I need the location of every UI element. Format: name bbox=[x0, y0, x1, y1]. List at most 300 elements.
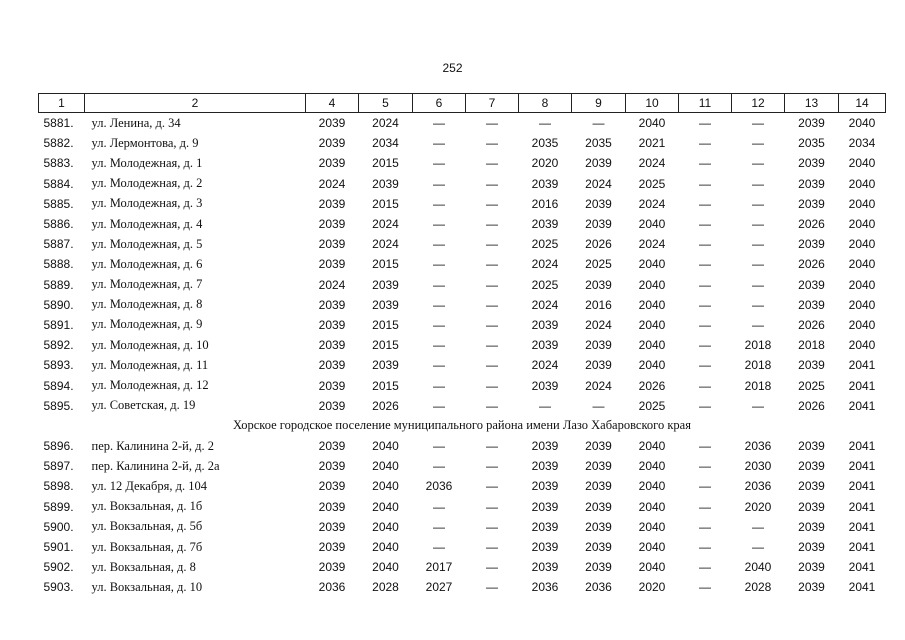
year-cell-col-5: 2040 bbox=[372, 519, 399, 534]
table-row bbox=[39, 275, 886, 295]
year-cell-col-10: 2040 bbox=[638, 338, 666, 353]
year-cell-col-10: 2040 bbox=[638, 459, 666, 474]
year-cell-col-7: — bbox=[486, 317, 498, 332]
year-cell-col-7: — bbox=[486, 560, 498, 575]
year-cell-col-9: 2039 bbox=[585, 519, 612, 534]
year-cell-col-14: 2040 bbox=[848, 116, 876, 131]
year-cell-col-6: — bbox=[433, 439, 445, 454]
year-cell-col-12: 2018 bbox=[744, 358, 772, 373]
year-cell-col-8: 2039 bbox=[531, 459, 559, 474]
year-cell-col-12: 2020 bbox=[744, 499, 772, 514]
year-cell-col-5: 2024 bbox=[372, 237, 399, 252]
year-cell-col-6: — bbox=[433, 196, 445, 211]
column-header-12: 12 bbox=[732, 94, 785, 113]
year-cell-col-14: 2041 bbox=[848, 499, 876, 514]
year-cell-col-12: 2040 bbox=[744, 560, 772, 575]
year-cell-col-13: 2039 bbox=[798, 277, 825, 292]
year-cell-col-4: 2039 bbox=[318, 217, 346, 232]
year-cell-col-11: — bbox=[699, 237, 711, 252]
year-cell-col-9: 2039 bbox=[585, 196, 612, 211]
year-cell-col-8: — bbox=[539, 116, 551, 131]
table-row bbox=[39, 557, 886, 577]
year-cell-col-12: — bbox=[752, 156, 764, 171]
row-number: 5884. bbox=[43, 176, 74, 191]
year-cell-col-6: — bbox=[433, 116, 445, 131]
row-number: 5891. bbox=[43, 317, 74, 332]
year-cell-col-9: 2036 bbox=[585, 580, 612, 595]
table-row bbox=[39, 436, 886, 456]
year-cell-col-8: 2039 bbox=[531, 540, 559, 555]
year-cell-col-7: — bbox=[486, 358, 498, 373]
year-cell-col-12: — bbox=[752, 398, 764, 413]
year-cell-col-12: — bbox=[752, 176, 764, 191]
table-row bbox=[39, 456, 886, 476]
address-cell: ул. Молодежная, д. 5 bbox=[91, 236, 203, 251]
year-cell-col-5: 2026 bbox=[372, 398, 399, 413]
section-row bbox=[39, 416, 886, 436]
year-cell-col-4: 2039 bbox=[318, 156, 346, 171]
year-cell-col-7: — bbox=[486, 439, 498, 454]
year-cell-col-7: — bbox=[486, 519, 498, 534]
year-cell-col-14: 2041 bbox=[848, 540, 876, 555]
year-cell-col-14: 2041 bbox=[848, 398, 876, 413]
table-row bbox=[39, 295, 886, 315]
year-cell-col-9: 2039 bbox=[585, 338, 612, 353]
year-cell-col-12: — bbox=[752, 297, 764, 312]
year-cell-col-14: 2040 bbox=[848, 196, 876, 211]
year-cell-col-4: 2039 bbox=[318, 378, 346, 393]
year-cell-col-8: 2039 bbox=[531, 479, 559, 494]
year-cell-col-11: — bbox=[699, 580, 711, 595]
year-cell-col-9: 2024 bbox=[585, 176, 612, 191]
address-cell: ул. Молодежная, д. 6 bbox=[91, 256, 203, 271]
year-cell-col-6: — bbox=[433, 378, 445, 393]
year-cell-col-12: 2036 bbox=[744, 439, 772, 454]
address-cell: ул. Молодежная, д. 10 bbox=[91, 337, 209, 352]
year-cell-col-8: 2024 bbox=[531, 297, 559, 312]
year-cell-col-6: — bbox=[433, 499, 445, 514]
row-number: 5890. bbox=[43, 297, 74, 312]
year-cell-col-4: 2024 bbox=[318, 277, 346, 292]
column-header-11: 11 bbox=[679, 94, 732, 113]
year-cell-col-4: 2039 bbox=[318, 560, 346, 575]
year-cell-col-9: 2039 bbox=[585, 459, 612, 474]
address-cell: ул. Лермонтова, д. 9 bbox=[91, 135, 199, 150]
year-cell-col-11: — bbox=[699, 479, 711, 494]
year-cell-col-12: — bbox=[752, 116, 764, 131]
year-cell-col-5: 2015 bbox=[372, 378, 399, 393]
year-cell-col-7: — bbox=[486, 156, 498, 171]
column-header-13: 13 bbox=[785, 94, 839, 113]
year-cell-col-10: 2024 bbox=[638, 156, 666, 171]
year-cell-col-10: 2021 bbox=[638, 136, 666, 151]
year-cell-col-10: 2040 bbox=[638, 317, 666, 332]
year-cell-col-7: — bbox=[486, 116, 498, 131]
row-number: 5894. bbox=[43, 378, 74, 393]
year-cell-col-12: — bbox=[752, 136, 764, 151]
year-cell-col-12: — bbox=[752, 217, 764, 232]
year-cell-col-5: 2015 bbox=[372, 156, 399, 171]
year-cell-col-11: — bbox=[699, 519, 711, 534]
year-cell-col-11: — bbox=[699, 116, 711, 131]
year-cell-col-12: — bbox=[752, 196, 764, 211]
row-number: 5887. bbox=[43, 237, 74, 252]
year-cell-col-4: 2039 bbox=[318, 499, 346, 514]
year-cell-col-11: — bbox=[699, 217, 711, 232]
year-cell-col-9: 2039 bbox=[585, 358, 612, 373]
table-row bbox=[39, 476, 886, 496]
year-cell-col-12: 2018 bbox=[744, 338, 772, 353]
column-header-8: 8 bbox=[519, 94, 572, 113]
row-number: 5885. bbox=[43, 196, 74, 211]
year-cell-col-9: 2039 bbox=[585, 439, 612, 454]
year-cell-col-10: 2040 bbox=[638, 519, 666, 534]
year-cell-col-12: — bbox=[752, 519, 764, 534]
year-cell-col-4: 2039 bbox=[318, 116, 346, 131]
year-cell-col-13: 2035 bbox=[798, 136, 825, 151]
year-cell-col-9: 2039 bbox=[585, 499, 612, 514]
year-cell-col-10: 2040 bbox=[638, 499, 666, 514]
year-cell-col-8: 2039 bbox=[531, 338, 559, 353]
year-cell-col-7: — bbox=[486, 378, 498, 393]
year-cell-col-14: 2034 bbox=[848, 136, 876, 151]
address-cell: ул. Советская, д. 19 bbox=[91, 398, 196, 413]
year-cell-col-5: 2040 bbox=[372, 459, 399, 474]
year-cell-col-4: 2039 bbox=[318, 439, 346, 454]
table-row bbox=[39, 375, 886, 395]
year-cell-col-7: — bbox=[486, 277, 498, 292]
year-cell-col-6: — bbox=[433, 156, 445, 171]
table-header bbox=[39, 94, 886, 113]
year-cell-col-6: — bbox=[433, 237, 445, 252]
year-cell-col-5: 2015 bbox=[372, 257, 399, 272]
year-cell-col-13: 2025 bbox=[798, 378, 825, 393]
table-row bbox=[39, 517, 886, 537]
year-cell-col-14: 2040 bbox=[848, 297, 876, 312]
year-cell-col-14: 2041 bbox=[848, 439, 876, 454]
row-number: 5881. bbox=[43, 116, 74, 131]
year-cell-col-8: 2025 bbox=[531, 277, 559, 292]
row-number: 5900. bbox=[43, 519, 74, 534]
year-cell-col-5: 2040 bbox=[372, 439, 399, 454]
year-cell-col-4: 2039 bbox=[318, 358, 346, 373]
year-cell-col-6: 2027 bbox=[425, 580, 453, 595]
table-row bbox=[39, 113, 886, 134]
year-cell-col-9: 2024 bbox=[585, 317, 612, 332]
year-cell-col-14: 2040 bbox=[848, 257, 876, 272]
year-cell-col-14: 2041 bbox=[848, 580, 876, 595]
year-cell-col-7: — bbox=[486, 297, 498, 312]
year-cell-col-8: 2035 bbox=[531, 136, 559, 151]
column-header-14: 14 bbox=[839, 94, 886, 113]
year-cell-col-6: 2036 bbox=[425, 479, 453, 494]
year-cell-col-7: — bbox=[486, 580, 498, 595]
year-cell-col-5: 2015 bbox=[372, 338, 399, 353]
year-cell-col-10: 2040 bbox=[638, 257, 666, 272]
year-cell-col-10: 2040 bbox=[638, 439, 666, 454]
year-cell-col-7: — bbox=[486, 459, 498, 474]
year-cell-col-14: 2041 bbox=[848, 378, 876, 393]
address-cell: ул. Вокзальная, д. 8 bbox=[91, 559, 196, 574]
address-cell: ул. Молодежная, д. 12 bbox=[91, 378, 209, 393]
year-cell-col-7: — bbox=[486, 176, 498, 191]
year-cell-col-12: — bbox=[752, 317, 764, 332]
year-cell-col-10: 2040 bbox=[638, 479, 666, 494]
year-cell-col-8: 2039 bbox=[531, 176, 559, 191]
year-cell-col-7: — bbox=[486, 237, 498, 252]
year-cell-col-11: — bbox=[699, 398, 711, 413]
year-cell-col-11: — bbox=[699, 459, 711, 474]
year-cell-col-10: 2040 bbox=[638, 277, 666, 292]
year-cell-col-13: 2039 bbox=[798, 499, 825, 514]
year-cell-col-8: 2016 bbox=[531, 196, 559, 211]
year-cell-col-13: 2026 bbox=[798, 257, 825, 272]
year-cell-col-9: 2039 bbox=[585, 560, 612, 575]
year-cell-col-7: — bbox=[486, 217, 498, 232]
column-header-7: 7 bbox=[466, 94, 519, 113]
row-number: 5882. bbox=[43, 136, 74, 151]
address-cell: ул. Вокзальная, д. 5б bbox=[91, 519, 203, 534]
year-cell-col-6: — bbox=[433, 338, 445, 353]
table-row bbox=[39, 234, 886, 254]
year-cell-col-9: 2035 bbox=[585, 136, 612, 151]
address-cell: ул. Молодежная, д. 8 bbox=[91, 297, 203, 312]
address-cell: ул. Молодежная, д. 9 bbox=[91, 317, 203, 332]
address-cell: ул. Вокзальная, д. 10 bbox=[91, 579, 203, 594]
year-cell-col-13: 2039 bbox=[798, 439, 825, 454]
year-cell-col-5: 2028 bbox=[372, 580, 399, 595]
table-row bbox=[39, 497, 886, 517]
row-number: 5902. bbox=[43, 560, 74, 575]
year-cell-col-11: — bbox=[699, 317, 711, 332]
year-cell-col-7: — bbox=[486, 499, 498, 514]
year-cell-col-5: 2040 bbox=[372, 540, 399, 555]
row-number: 5896. bbox=[43, 439, 74, 454]
year-cell-col-4: 2039 bbox=[318, 459, 346, 474]
address-cell: ул. Вокзальная, д. 1б bbox=[91, 499, 203, 514]
year-cell-col-8: 2039 bbox=[531, 378, 559, 393]
year-cell-col-14: 2040 bbox=[848, 156, 876, 171]
year-cell-col-14: 2040 bbox=[848, 338, 876, 353]
year-cell-col-9: 2039 bbox=[585, 217, 612, 232]
year-cell-col-8: — bbox=[539, 398, 551, 413]
year-cell-col-13: 2039 bbox=[798, 116, 825, 131]
address-cell: ул. Молодежная, д. 7 bbox=[91, 277, 203, 292]
year-cell-col-10: 2040 bbox=[638, 560, 666, 575]
row-number: 5895. bbox=[43, 398, 74, 413]
year-cell-col-11: — bbox=[699, 176, 711, 191]
data-table bbox=[38, 93, 886, 598]
year-cell-col-4: 2039 bbox=[318, 196, 346, 211]
year-cell-col-4: 2039 bbox=[318, 136, 346, 151]
year-cell-col-9: 2039 bbox=[585, 479, 612, 494]
year-cell-col-14: 2041 bbox=[848, 560, 876, 575]
row-number: 5897. bbox=[43, 459, 74, 474]
year-cell-col-8: 2039 bbox=[531, 519, 559, 534]
year-cell-col-14: 2041 bbox=[848, 358, 876, 373]
address-cell: пер. Калинина 2-й, д. 2а bbox=[91, 458, 220, 473]
year-cell-col-10: 2020 bbox=[638, 580, 666, 595]
year-cell-col-11: — bbox=[699, 297, 711, 312]
year-cell-col-11: — bbox=[699, 540, 711, 555]
row-number: 5899. bbox=[43, 499, 74, 514]
year-cell-col-10: 2025 bbox=[638, 176, 666, 191]
column-header-1: 1 bbox=[39, 94, 85, 113]
address-cell: ул. Ленина, д. 34 bbox=[91, 115, 181, 130]
year-cell-col-6: — bbox=[433, 519, 445, 534]
year-cell-col-8: 2039 bbox=[531, 217, 559, 232]
year-cell-col-12: — bbox=[752, 540, 764, 555]
table-row bbox=[39, 254, 886, 274]
year-cell-col-11: — bbox=[699, 156, 711, 171]
year-cell-col-5: 2040 bbox=[372, 560, 399, 575]
year-cell-col-8: 2020 bbox=[531, 156, 559, 171]
row-number: 5888. bbox=[43, 257, 74, 272]
year-cell-col-8: 2039 bbox=[531, 317, 559, 332]
year-cell-col-10: 2040 bbox=[638, 358, 666, 373]
year-cell-col-6: — bbox=[433, 358, 445, 373]
year-cell-col-8: 2024 bbox=[531, 358, 559, 373]
year-cell-col-6: — bbox=[433, 277, 445, 292]
table-row bbox=[39, 537, 886, 557]
year-cell-col-12: 2030 bbox=[744, 459, 772, 474]
year-cell-col-14: 2040 bbox=[848, 317, 876, 332]
year-cell-col-9: 2025 bbox=[585, 257, 612, 272]
year-cell-col-13: 2039 bbox=[798, 156, 825, 171]
year-cell-col-12: — bbox=[752, 277, 764, 292]
row-number: 5889. bbox=[43, 277, 74, 292]
table-row bbox=[39, 315, 886, 335]
year-cell-col-10: 2040 bbox=[638, 217, 666, 232]
year-cell-col-4: 2039 bbox=[318, 317, 346, 332]
year-cell-col-11: — bbox=[699, 358, 711, 373]
year-cell-col-7: — bbox=[486, 398, 498, 413]
row-number: 5892. bbox=[43, 338, 74, 353]
year-cell-col-10: 2026 bbox=[638, 378, 666, 393]
year-cell-col-5: 2015 bbox=[372, 196, 399, 211]
table-row bbox=[39, 577, 886, 597]
year-cell-col-8: 2025 bbox=[531, 237, 559, 252]
header-row bbox=[39, 94, 886, 113]
year-cell-col-10: 2040 bbox=[638, 116, 666, 131]
year-cell-col-11: — bbox=[699, 338, 711, 353]
page-number: 252 bbox=[442, 61, 463, 75]
year-cell-col-4: 2036 bbox=[318, 580, 346, 595]
table-row bbox=[39, 153, 886, 173]
column-header-5: 5 bbox=[359, 94, 413, 113]
year-cell-col-14: 2040 bbox=[848, 237, 876, 252]
year-cell-col-13: 2039 bbox=[798, 176, 825, 191]
year-cell-col-13: 2018 bbox=[798, 338, 825, 353]
year-cell-col-6: — bbox=[433, 136, 445, 151]
year-cell-col-10: 2024 bbox=[638, 196, 666, 211]
year-cell-col-11: — bbox=[699, 196, 711, 211]
row-number: 5886. bbox=[43, 217, 74, 232]
year-cell-col-13: 2039 bbox=[798, 358, 825, 373]
year-cell-col-11: — bbox=[699, 257, 711, 272]
year-cell-col-10: 2040 bbox=[638, 540, 666, 555]
address-cell: ул. Молодежная, д. 3 bbox=[91, 196, 203, 211]
table-body bbox=[39, 113, 886, 598]
year-cell-col-13: 2039 bbox=[798, 580, 825, 595]
year-cell-col-13: 2039 bbox=[798, 459, 825, 474]
table-row bbox=[39, 335, 886, 355]
year-cell-col-14: 2041 bbox=[848, 519, 876, 534]
year-cell-col-5: 2015 bbox=[372, 317, 399, 332]
year-cell-col-14: 2041 bbox=[848, 459, 876, 474]
year-cell-col-8: 2036 bbox=[531, 580, 559, 595]
year-cell-col-14: 2040 bbox=[848, 277, 876, 292]
column-header-4: 4 bbox=[306, 94, 359, 113]
year-cell-col-10: 2040 bbox=[638, 297, 666, 312]
year-cell-col-4: 2039 bbox=[318, 237, 346, 252]
table-row bbox=[39, 396, 886, 416]
address-cell: ул. Молодежная, д. 4 bbox=[91, 216, 203, 231]
row-number: 5898. bbox=[43, 479, 74, 494]
year-cell-col-6: — bbox=[433, 297, 445, 312]
year-cell-col-7: — bbox=[486, 136, 498, 151]
table-row bbox=[39, 194, 886, 214]
section-title: Хорское городское поселение муниципального района имени Лазо Хабаровского края bbox=[233, 418, 691, 433]
year-cell-col-9: 2039 bbox=[585, 156, 612, 171]
address-cell: ул. Молодежная, д. 1 bbox=[91, 155, 203, 170]
year-cell-col-12: 2018 bbox=[744, 378, 772, 393]
row-number: 5893. bbox=[43, 358, 74, 373]
year-cell-col-9: 2024 bbox=[585, 378, 612, 393]
year-cell-col-9: — bbox=[592, 116, 605, 131]
year-cell-col-4: 2039 bbox=[318, 338, 346, 353]
table-row bbox=[39, 355, 886, 375]
year-cell-col-11: — bbox=[699, 499, 711, 514]
table-row bbox=[39, 214, 886, 234]
year-cell-col-9: 2026 bbox=[585, 237, 612, 252]
year-cell-col-12: 2036 bbox=[744, 479, 772, 494]
year-cell-col-6: — bbox=[433, 257, 445, 272]
column-header-9: 9 bbox=[572, 94, 626, 113]
year-cell-col-6: — bbox=[433, 540, 445, 555]
year-cell-col-4: 2039 bbox=[318, 297, 346, 312]
year-cell-col-13: 2026 bbox=[798, 217, 825, 232]
year-cell-col-13: 2039 bbox=[798, 297, 825, 312]
year-cell-col-6: — bbox=[433, 217, 445, 232]
year-cell-col-13: 2039 bbox=[798, 519, 825, 534]
year-cell-col-13: 2039 bbox=[798, 196, 825, 211]
year-cell-col-6: 2017 bbox=[425, 560, 453, 575]
year-cell-col-6: — bbox=[433, 398, 445, 413]
year-cell-col-4: 2039 bbox=[318, 519, 346, 534]
year-cell-col-14: 2040 bbox=[848, 176, 876, 191]
year-cell-col-9: 2016 bbox=[585, 297, 612, 312]
year-cell-col-13: 2039 bbox=[798, 560, 825, 575]
year-cell-col-11: — bbox=[699, 378, 711, 393]
year-cell-col-5: 2039 bbox=[372, 358, 399, 373]
year-cell-col-5: 2034 bbox=[372, 136, 399, 151]
year-cell-col-4: 2039 bbox=[318, 257, 346, 272]
table-row bbox=[39, 174, 886, 194]
column-header-6: 6 bbox=[413, 94, 466, 113]
address-cell: ул. Вокзальная, д. 7б bbox=[91, 539, 203, 554]
year-cell-col-12: 2028 bbox=[744, 580, 772, 595]
address-cell: ул. 12 Декабря, д. 104 bbox=[91, 478, 207, 493]
year-cell-col-13: 2026 bbox=[798, 398, 825, 413]
address-cell: пер. Калинина 2-й, д. 2 bbox=[91, 438, 214, 453]
year-cell-col-7: — bbox=[486, 540, 498, 555]
row-number: 5903. bbox=[43, 580, 74, 595]
year-cell-col-5: 2040 bbox=[372, 499, 399, 514]
row-number: 5883. bbox=[43, 156, 74, 171]
year-cell-col-5: 2039 bbox=[372, 277, 399, 292]
year-cell-col-10: 2025 bbox=[638, 398, 666, 413]
